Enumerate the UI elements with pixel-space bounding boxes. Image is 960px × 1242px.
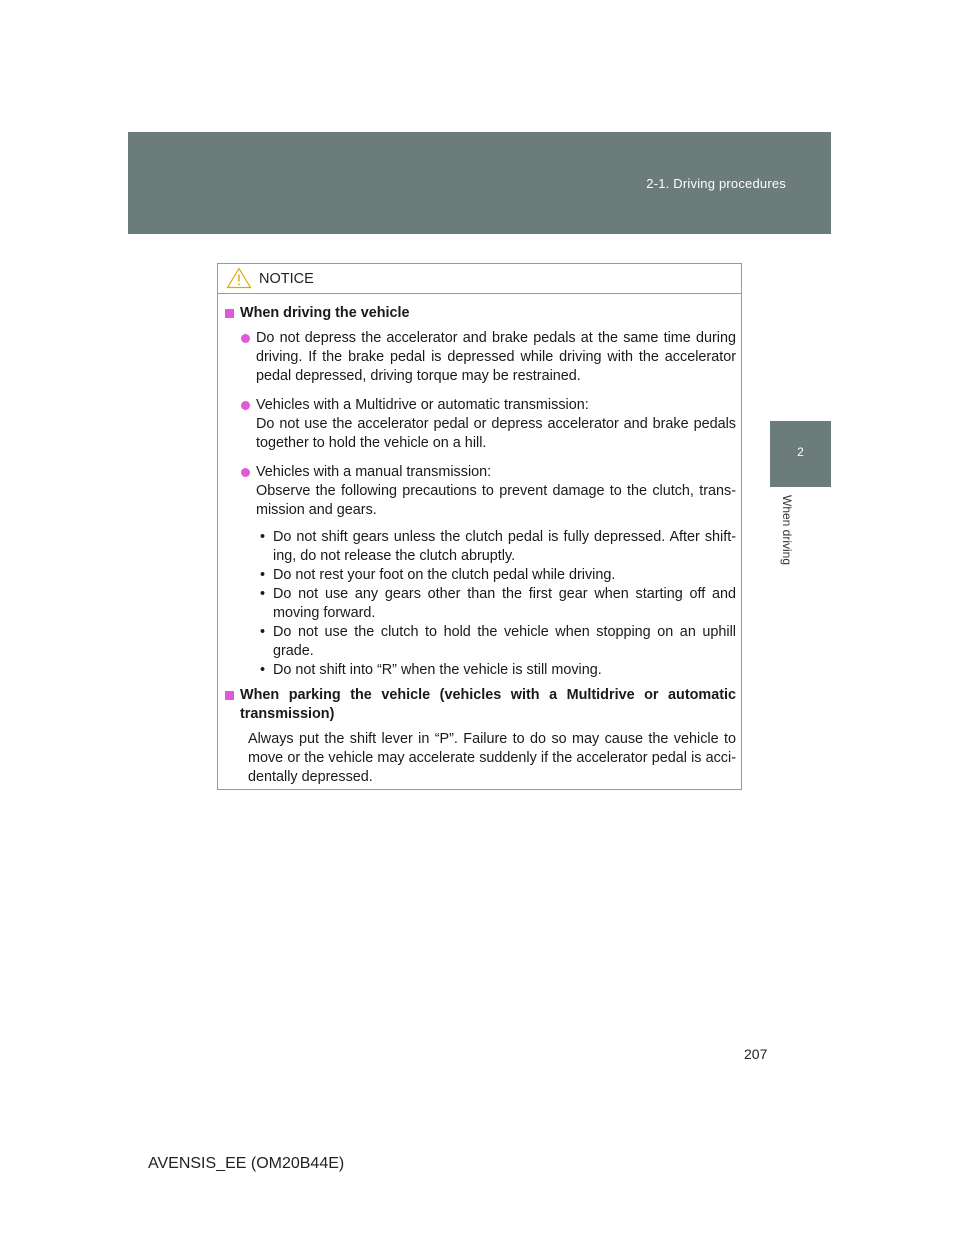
section-heading-text: When driving the vehicle xyxy=(240,305,410,321)
sub-bullet-marker: • xyxy=(260,567,266,583)
notice-body xyxy=(218,294,741,787)
warning-triangle-icon xyxy=(226,267,252,289)
notice-header xyxy=(218,264,741,294)
paragraph: Always put the shift lever in “P”. Failure to do so may cause the vehicle to move or the vehicle may accelerate suddenly if the accelerator pedal is acci-dentally depressed. xyxy=(248,731,736,785)
header-band xyxy=(128,132,831,234)
list-item xyxy=(241,396,736,453)
sub-list-item xyxy=(260,661,736,680)
list-item-text: Vehicles with a manual transmission: Observe the following precautions to prevent damage to the clutch, trans-mission and gears. xyxy=(256,464,736,518)
notice-box xyxy=(217,263,742,790)
square-bullet-icon xyxy=(225,691,234,700)
section-title: 2-1. Driving procedures xyxy=(646,176,786,191)
sub-bullet-marker: • xyxy=(260,586,266,602)
chapter-number: 2 xyxy=(797,445,804,459)
sub-list-item-text: Do not shift into “R” when the vehicle is still moving. xyxy=(273,662,602,678)
sub-list-item xyxy=(260,528,736,566)
section-heading-text: When parking the vehicle (vehicles with a Multidrive or automatic transmission) xyxy=(240,687,736,722)
sub-list-item xyxy=(260,566,736,585)
sub-list-item-text: Do not shift gears unless the clutch pedal is fully depressed. After shift-ing, do not release the clutch abruptly. xyxy=(273,529,736,564)
sub-list-item-text: Do not use the clutch to hold the vehicle when stopping on an uphill grade. xyxy=(273,624,736,659)
list-item-text: Vehicles with a Multidrive or automatic transmission: Do not use the accelerator pedal or depress accelerator and brake pedals together to hold the vehicle on a hill. xyxy=(256,397,736,451)
chapter-tab xyxy=(770,421,831,487)
round-bullet-icon xyxy=(241,468,250,477)
footer-code: AVENSIS_EE (OM20B44E) xyxy=(148,1155,345,1172)
sub-list-item-text: Do not use any gears other than the first gear when starting off and moving forward. xyxy=(273,586,736,621)
page-number: 207 xyxy=(744,1046,768,1062)
sub-list xyxy=(260,528,736,680)
sub-bullet-marker: • xyxy=(260,624,266,640)
chapter-label: When driving xyxy=(780,495,794,566)
notice-title: NOTICE xyxy=(259,271,314,287)
list-item xyxy=(241,329,736,386)
round-bullet-icon xyxy=(241,334,250,343)
square-bullet-icon xyxy=(225,309,234,318)
sub-bullet-marker: • xyxy=(260,662,266,678)
sub-list-item xyxy=(260,585,736,623)
section-heading xyxy=(225,304,736,323)
sub-bullet-marker: • xyxy=(260,529,266,545)
section-heading xyxy=(225,686,736,724)
sub-list-item xyxy=(260,623,736,661)
sub-list-item-text: Do not rest your foot on the clutch pedal while driving. xyxy=(273,567,616,583)
round-bullet-icon xyxy=(241,401,250,410)
list-item xyxy=(241,463,736,520)
list-item-text: Do not depress the accelerator and brake pedals at the same time during driving. If the brake pedal is depressed while driving with the accelerator pedal depressed, driving torque may be restrained. xyxy=(256,330,736,384)
